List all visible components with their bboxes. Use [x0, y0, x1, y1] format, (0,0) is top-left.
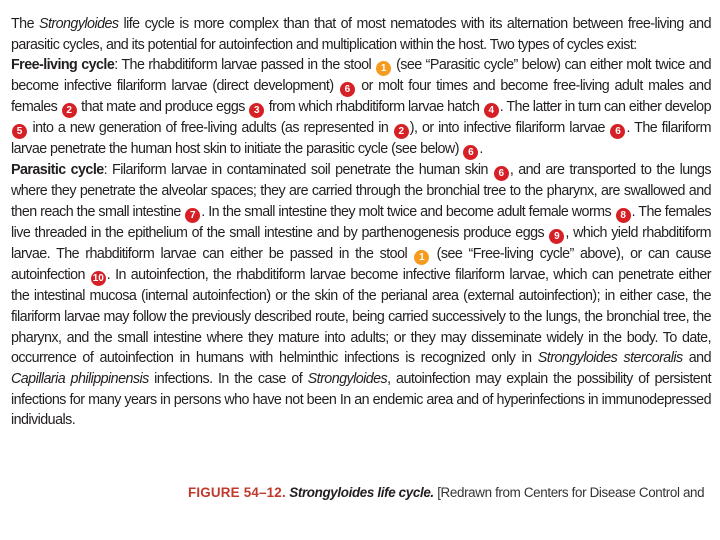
text-run: into a new generation of free-living adults (as represented in: [28, 120, 393, 137]
step-marker: 9: [549, 229, 564, 244]
text-run: : Filariform larvae in contaminated soil penetrate the human skin: [103, 162, 493, 179]
step-marker: 6: [494, 166, 509, 181]
text-run: , autoinfection may explain the possibility of persistent infections for many years in persons who have not been In an endemic area and of hyperinfections in immunodepressed individuals.: [11, 370, 712, 429]
step-marker: 3: [249, 103, 264, 118]
species-name: Strongyloides stercoralis: [537, 350, 683, 367]
step-marker: 7: [185, 208, 200, 223]
text-run: .: [479, 141, 483, 158]
text-run: and: [682, 350, 711, 367]
text-run: or molt four times and become free-living adult males and females: [11, 78, 711, 116]
step-marker: 6: [340, 82, 355, 97]
body-text: [11, 14, 711, 431]
text-run: The: [11, 16, 39, 32]
step-marker: 2: [62, 103, 77, 118]
text-run: : The rhabditiform larvae passed in the stool: [114, 57, 376, 74]
text-run: , and are transported to the lungs where they penetrate the alveolar spaces; they are carried through the bronchial tree to the pharynx, are swallowed and then reach the small intestine: [11, 162, 712, 221]
figure-credit: [Redrawn from Centers for Disease Control and: [437, 485, 705, 500]
parasitic-paragraph: [11, 160, 711, 431]
text-run: from which rhabditiform larvae hatch: [265, 99, 483, 116]
text-run: that mate and produce eggs: [77, 99, 249, 116]
step-marker: 5: [12, 124, 27, 139]
step-marker: 4: [484, 103, 499, 118]
figure-caption: [188, 485, 704, 500]
genus-name: Strongyloides: [307, 370, 388, 387]
step-marker: 2: [394, 124, 409, 139]
free-living-heading: Free-living cycle: [11, 57, 115, 74]
text-run: . In autoinfection, the rhabditiform larvae become infective filariform larvae, which can penetrate either the intestinal mucosa (internal autoinfection) or the skin of the perianal area (external autoinfection); in either case, the filariform larvae may follow the previously described route, being carried successively to the lungs, the bronchial tree, the pharynx, and the small intestine where they mature into adults; or they may disseminate widely in the body. To date, occurrence of autoinfection in humans with helminthic infections is recognized only in: [11, 267, 711, 367]
species-name: Capillaria philippinensis: [11, 370, 149, 387]
free-living-paragraph: [11, 55, 711, 160]
text-run: ), or into infective filariform larvae: [409, 120, 610, 137]
figure-title: Strongyloides life cycle.: [289, 485, 434, 500]
text-run: life cycle is more complex than that of most nematodes with its alternation between free-living and parasitic cycles, and its potential for autoinfection and multiplication within the host. Two types of cycles exist:: [11, 16, 711, 53]
parasitic-heading: Parasitic cycle: [11, 162, 104, 179]
step-marker: 10: [92, 273, 104, 285]
step-marker: 6: [463, 145, 478, 160]
text-run: (see “Parasitic cycle” below) can either molt twice and become infective filariform larvae (direct development): [11, 57, 711, 95]
step-marker: 6: [610, 124, 625, 139]
text-run: . In the small intestine they molt twice and become adult female worms: [201, 204, 615, 221]
figure-label: FIGURE 54–12.: [188, 485, 286, 500]
text-run: . The latter in turn can either develop: [499, 99, 711, 116]
text-run: . The females live threaded in the epithelium of the small intestine and by parthenogenesis produce eggs: [11, 204, 711, 242]
genus-name: Strongyloides: [39, 16, 119, 32]
text-run: . The filariform larvae penetrate the human host skin to initiate the parasitic cycle (see below): [11, 120, 711, 158]
text-run: (see “Free-living cycle” above), or can cause autoinfection: [11, 246, 712, 284]
step-marker: 1: [414, 250, 429, 265]
text-run: , which yield rhabditiform larvae. The rhabditiform larvae can either be passed in the stool: [11, 225, 712, 263]
intro-paragraph: [11, 14, 711, 55]
text-run: infections. In the case of: [148, 370, 308, 387]
step-marker: 1: [376, 61, 391, 76]
step-marker: 8: [616, 208, 631, 223]
